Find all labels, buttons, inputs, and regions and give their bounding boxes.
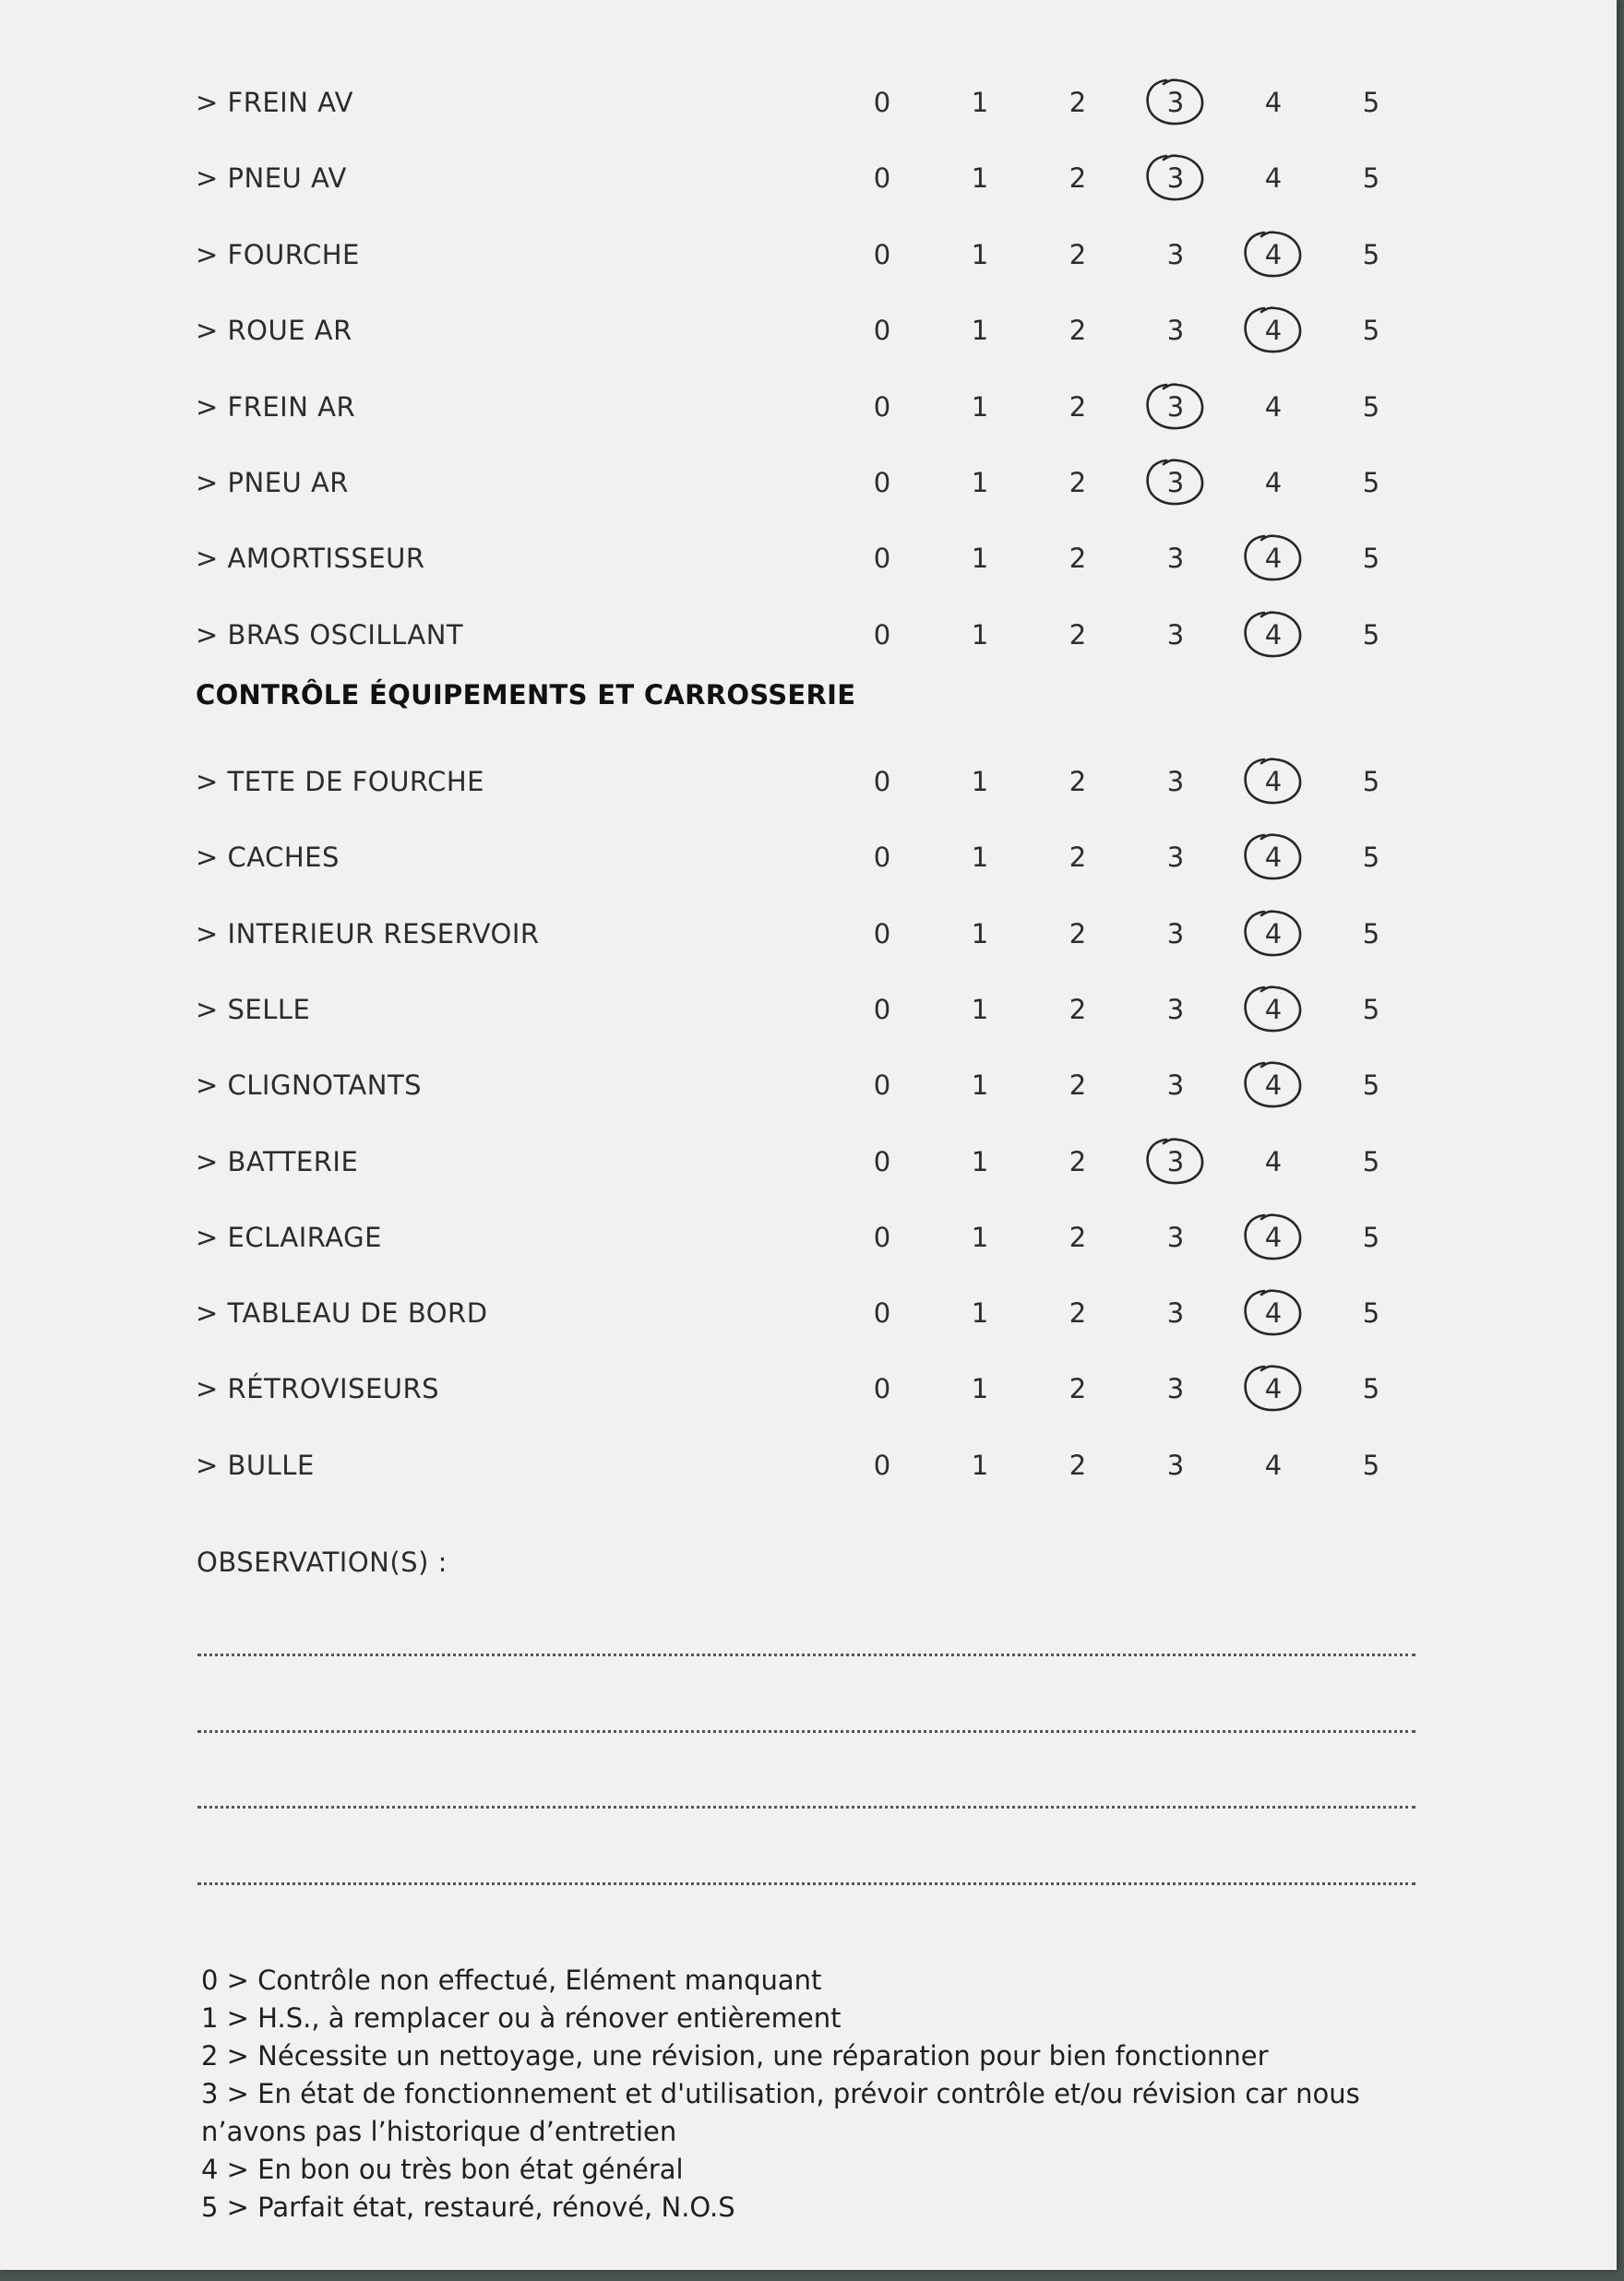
score-value: 2 [1069,766,1087,797]
score-option-3[interactable] [1155,315,1196,346]
score-option-5[interactable] [1351,766,1391,797]
score-option-5[interactable] [1351,842,1391,873]
score-option-4[interactable] [1253,1373,1294,1404]
rating-row [0,753,1617,808]
score-value: 3 [1166,993,1185,1025]
score-value: 2 [1069,618,1087,651]
score-value: 3 [1166,238,1185,270]
score-value: 3 [1166,917,1185,949]
score-option-2[interactable] [1057,1297,1098,1329]
score-value: 3 [1166,766,1185,797]
score-value: 0 [873,1145,891,1177]
score-option-3[interactable] [1155,543,1196,574]
score-value: 0 [873,766,891,797]
rating-row [0,1284,1617,1340]
rating-row [0,149,1617,205]
score-value: 5 [1362,238,1380,270]
score-option-0[interactable] [862,994,902,1025]
score-value: 3 [1166,1449,1185,1481]
rating-row [0,905,1617,961]
score-option-4[interactable] [1253,239,1294,270]
score-option-1[interactable] [960,543,1000,574]
score-option-5[interactable] [1351,315,1391,346]
score-option-3[interactable] [1155,1373,1196,1404]
score-value: 1 [971,238,989,270]
rating-row [0,1057,1617,1112]
score-value: 3 [1166,1145,1185,1177]
score-value: 5 [1362,842,1380,874]
score-option-3[interactable] [1155,391,1196,423]
score-value: 4 [1264,238,1283,270]
item-label: > CACHES [196,842,340,874]
score-option-0[interactable] [862,842,902,873]
score-option-0[interactable] [862,87,902,118]
score-option-1[interactable] [960,1146,1000,1177]
score-option-2[interactable] [1057,467,1098,498]
rating-row [0,1133,1617,1188]
score-value: 5 [1362,162,1380,195]
score-value: 5 [1362,543,1380,575]
observation-line[interactable] [197,1654,1415,1656]
score-value: 2 [1069,1069,1087,1102]
score-value: 0 [873,315,891,347]
score-option-2[interactable] [1057,543,1098,574]
score-option-5[interactable] [1351,543,1391,574]
score-value: 3 [1166,87,1185,118]
score-value: 0 [873,390,891,423]
item-label: > FREIN AR [196,390,356,423]
score-value: 2 [1069,1297,1087,1330]
score-value: 0 [873,1373,891,1405]
score-value: 4 [1264,543,1283,575]
score-option-0[interactable] [862,315,902,346]
score-value: 5 [1362,1373,1380,1405]
score-value: 5 [1362,618,1380,651]
score-value: 2 [1069,238,1087,270]
score-option-4[interactable] [1253,467,1294,498]
item-label: > TETE DE FOURCHE [196,766,484,797]
item-label: > PNEU AR [196,467,349,498]
score-option-0[interactable] [862,391,902,423]
score-option-1[interactable] [960,87,1000,118]
score-value: 5 [1362,766,1380,797]
score-option-3[interactable] [1155,766,1196,797]
score-option-2[interactable] [1057,1222,1098,1253]
score-value: 2 [1069,1145,1087,1177]
score-option-0[interactable] [862,766,902,797]
score-value: 4 [1264,618,1283,651]
score-value: 4 [1264,842,1283,874]
score-option-4[interactable] [1253,619,1294,651]
score-value: 0 [873,1449,891,1481]
score-value: 2 [1069,87,1087,118]
score-option-2[interactable] [1057,1450,1098,1481]
score-value: 1 [971,1449,989,1481]
score-value: 2 [1069,390,1087,423]
score-option-1[interactable] [960,315,1000,346]
score-option-1[interactable] [960,1069,1000,1101]
score-option-4[interactable] [1253,162,1294,194]
score-value: 1 [971,1145,989,1177]
score-value: 4 [1264,1145,1283,1177]
score-value: 1 [971,917,989,949]
score-option-5[interactable] [1351,162,1391,194]
item-label: > BULLE [196,1449,315,1481]
score-value: 5 [1362,467,1380,498]
score-option-2[interactable] [1057,87,1098,118]
item-label: > ECLAIRAGE [196,1221,382,1253]
score-value: 5 [1362,315,1380,347]
rating-row [0,454,1617,509]
score-value: 0 [873,543,891,575]
score-option-0[interactable] [862,467,902,498]
score-value: 1 [971,993,989,1025]
score-option-0[interactable] [862,619,902,651]
score-value: 0 [873,1297,891,1330]
score-value: 4 [1264,993,1283,1025]
score-option-2[interactable] [1057,391,1098,423]
score-value: 4 [1264,917,1283,949]
score-option-3[interactable] [1155,994,1196,1025]
score-option-5[interactable] [1351,239,1391,270]
score-option-2[interactable] [1057,239,1098,270]
score-option-1[interactable] [960,1297,1000,1329]
score-option-4[interactable] [1253,918,1294,949]
score-value: 3 [1166,543,1185,575]
score-option-0[interactable] [862,162,902,194]
score-value: 1 [971,390,989,423]
rating-legend [201,1962,1438,2227]
score-option-1[interactable] [960,239,1000,270]
score-option-4[interactable] [1253,315,1294,346]
score-value: 1 [971,87,989,118]
score-option-0[interactable] [862,1146,902,1177]
score-value: 2 [1069,1449,1087,1481]
section-title-equipements: CONTRÔLE ÉQUIPEMENTS ET CARROSSERIE [196,679,856,711]
score-value: 4 [1264,87,1283,118]
score-option-3[interactable] [1155,918,1196,949]
score-option-2[interactable] [1057,842,1098,873]
score-option-4[interactable] [1253,87,1294,118]
observation-line[interactable] [197,1806,1415,1809]
score-option-5[interactable] [1351,1146,1391,1177]
score-value: 0 [873,993,891,1025]
rating-row [0,226,1617,281]
score-option-3[interactable] [1155,619,1196,651]
score-value: 4 [1264,1221,1283,1253]
score-value: 4 [1264,467,1283,498]
item-label: > BRAS OSCILLANT [196,618,464,651]
score-option-5[interactable] [1351,1297,1391,1329]
item-label: > TABLEAU DE BORD [196,1297,488,1330]
rating-row [0,1360,1617,1415]
item-label: > FREIN AV [196,87,353,118]
score-option-5[interactable] [1351,467,1391,498]
score-value: 2 [1069,917,1087,949]
score-value: 5 [1362,917,1380,949]
item-label: > BATTERIE [196,1145,359,1177]
score-option-1[interactable] [960,1222,1000,1253]
score-value: 1 [971,618,989,651]
observations-label: OBSERVATION(S) : [197,1547,448,1578]
score-option-1[interactable] [960,391,1000,423]
score-option-4[interactable] [1253,994,1294,1025]
score-value: 3 [1166,842,1185,874]
score-value: 1 [971,315,989,347]
score-value: 2 [1069,543,1087,575]
score-value: 2 [1069,315,1087,347]
score-option-3[interactable] [1155,87,1196,118]
score-value: 5 [1362,87,1380,118]
score-option-2[interactable] [1057,619,1098,651]
score-value: 1 [971,467,989,498]
score-value: 4 [1264,315,1283,347]
observation-line[interactable] [197,1882,1415,1885]
item-label: > SELLE [196,993,311,1025]
rating-row [0,302,1617,357]
score-option-0[interactable] [862,1373,902,1404]
score-value: 2 [1069,162,1087,195]
score-value: 3 [1166,618,1185,651]
score-option-4[interactable] [1253,391,1294,423]
score-option-1[interactable] [960,1373,1000,1404]
score-option-5[interactable] [1351,1069,1391,1101]
score-value: 0 [873,1069,891,1102]
score-option-1[interactable] [960,918,1000,949]
score-value: 0 [873,238,891,270]
score-option-2[interactable] [1057,994,1098,1025]
score-value: 0 [873,87,891,118]
score-option-5[interactable] [1351,1222,1391,1253]
score-value: 5 [1362,1221,1380,1253]
score-value: 2 [1069,1221,1087,1253]
score-option-2[interactable] [1057,1069,1098,1101]
score-option-2[interactable] [1057,162,1098,194]
score-option-4[interactable] [1253,842,1294,873]
score-option-4[interactable] [1253,1450,1294,1481]
item-label: > PNEU AV [196,162,347,195]
score-option-3[interactable] [1155,239,1196,270]
score-value: 0 [873,1221,891,1253]
rating-row [0,829,1617,884]
score-option-3[interactable] [1155,1146,1196,1177]
score-value: 2 [1069,993,1087,1025]
score-value: 0 [873,917,891,949]
score-option-2[interactable] [1057,766,1098,797]
score-option-2[interactable] [1057,1146,1098,1177]
observation-line[interactable] [197,1730,1415,1733]
rating-row [0,1437,1617,1492]
score-option-1[interactable] [960,1450,1000,1481]
score-value: 4 [1264,390,1283,423]
score-option-5[interactable] [1351,1450,1391,1481]
score-value: 0 [873,618,891,651]
item-label: > ROUE AR [196,315,352,347]
score-value: 1 [971,1221,989,1253]
score-value: 3 [1166,467,1185,498]
score-value: 4 [1264,1297,1283,1330]
item-label: > AMORTISSEUR [196,543,425,575]
score-option-5[interactable] [1351,994,1391,1025]
legend-line-4: 4 > En bon ou très bon état général [201,2154,684,2185]
score-option-4[interactable] [1253,766,1294,797]
legend-line-3: 3 > En état de fonctionnement et d'utilisation, prévoir contrôle et/ou révision car nous [201,2078,1360,2109]
legend-line-1: 1 > H.S., à remplacer ou à rénover entièrement [201,2002,842,2034]
score-option-2[interactable] [1057,918,1098,949]
score-value: 4 [1264,766,1283,797]
score-value: 4 [1264,162,1283,195]
score-option-1[interactable] [960,162,1000,194]
score-option-4[interactable] [1253,1069,1294,1101]
score-value: 3 [1166,1297,1185,1330]
rating-row [0,606,1617,662]
score-option-4[interactable] [1253,543,1294,574]
score-value: 4 [1264,1449,1283,1481]
score-value: 4 [1264,1373,1283,1405]
rating-row [0,74,1617,129]
score-option-1[interactable] [960,619,1000,651]
score-option-1[interactable] [960,994,1000,1025]
score-value: 5 [1362,1145,1380,1177]
score-value: 3 [1166,1221,1185,1253]
score-option-0[interactable] [862,543,902,574]
score-option-5[interactable] [1351,619,1391,651]
score-value: 1 [971,842,989,874]
rating-row [0,378,1617,434]
score-value: 1 [971,1297,989,1330]
score-option-0[interactable] [862,1297,902,1329]
item-label: > INTERIEUR RESERVOIR [196,917,540,949]
score-option-3[interactable] [1155,1222,1196,1253]
score-value: 3 [1166,1373,1185,1405]
score-value: 5 [1362,390,1380,423]
rating-row [0,981,1617,1036]
score-option-3[interactable] [1155,1450,1196,1481]
score-value: 0 [873,842,891,874]
score-option-2[interactable] [1057,1373,1098,1404]
score-value: 1 [971,1373,989,1405]
score-option-5[interactable] [1351,87,1391,118]
score-value: 1 [971,543,989,575]
score-option-2[interactable] [1057,315,1098,346]
score-value: 3 [1166,162,1185,195]
item-label: > RÉTROVISEURS [196,1373,440,1405]
legend-line-2: 2 > Nécessite un nettoyage, une révision, une réparation pour bien fonctionner [201,2040,1269,2072]
score-value: 5 [1362,993,1380,1025]
score-value: 2 [1069,467,1087,498]
score-option-5[interactable] [1351,918,1391,949]
score-value: 5 [1362,1297,1380,1330]
score-value: 4 [1264,1069,1283,1102]
item-label: > CLIGNOTANTS [196,1069,423,1102]
score-option-0[interactable] [862,239,902,270]
score-value: 3 [1166,390,1185,423]
score-value: 0 [873,467,891,498]
score-option-3[interactable] [1155,1297,1196,1329]
legend-line-5: 5 > Parfait état, restauré, rénové, N.O.S [201,2191,735,2223]
score-option-0[interactable] [862,1450,902,1481]
score-option-3[interactable] [1155,1069,1196,1101]
score-option-5[interactable] [1351,391,1391,423]
score-option-0[interactable] [862,1069,902,1101]
legend-line-0: 0 > Contrôle non effectué, Elément manquant [201,1965,822,1996]
score-option-4[interactable] [1253,1146,1294,1177]
score-option-1[interactable] [960,467,1000,498]
score-value: 3 [1166,315,1185,347]
score-value: 1 [971,162,989,195]
score-value: 2 [1069,1373,1087,1405]
score-option-0[interactable] [862,1222,902,1253]
item-label: > FOURCHE [196,238,360,270]
score-value: 0 [873,162,891,195]
score-option-0[interactable] [862,918,902,949]
score-value: 3 [1166,1069,1185,1102]
score-value: 2 [1069,842,1087,874]
score-option-1[interactable] [960,766,1000,797]
score-value: 5 [1362,1449,1380,1481]
rating-row [0,1209,1617,1264]
score-option-3[interactable] [1155,162,1196,194]
score-option-3[interactable] [1155,467,1196,498]
score-option-5[interactable] [1351,1373,1391,1404]
rating-row [0,530,1617,585]
score-value: 5 [1362,1069,1380,1102]
legend-line-3-continued: n’avons pas l’historique d’entretien [201,2116,677,2147]
score-option-4[interactable] [1253,1297,1294,1329]
score-option-1[interactable] [960,842,1000,873]
score-option-3[interactable] [1155,842,1196,873]
score-option-4[interactable] [1253,1222,1294,1253]
score-value: 1 [971,1069,989,1102]
score-value: 1 [971,766,989,797]
